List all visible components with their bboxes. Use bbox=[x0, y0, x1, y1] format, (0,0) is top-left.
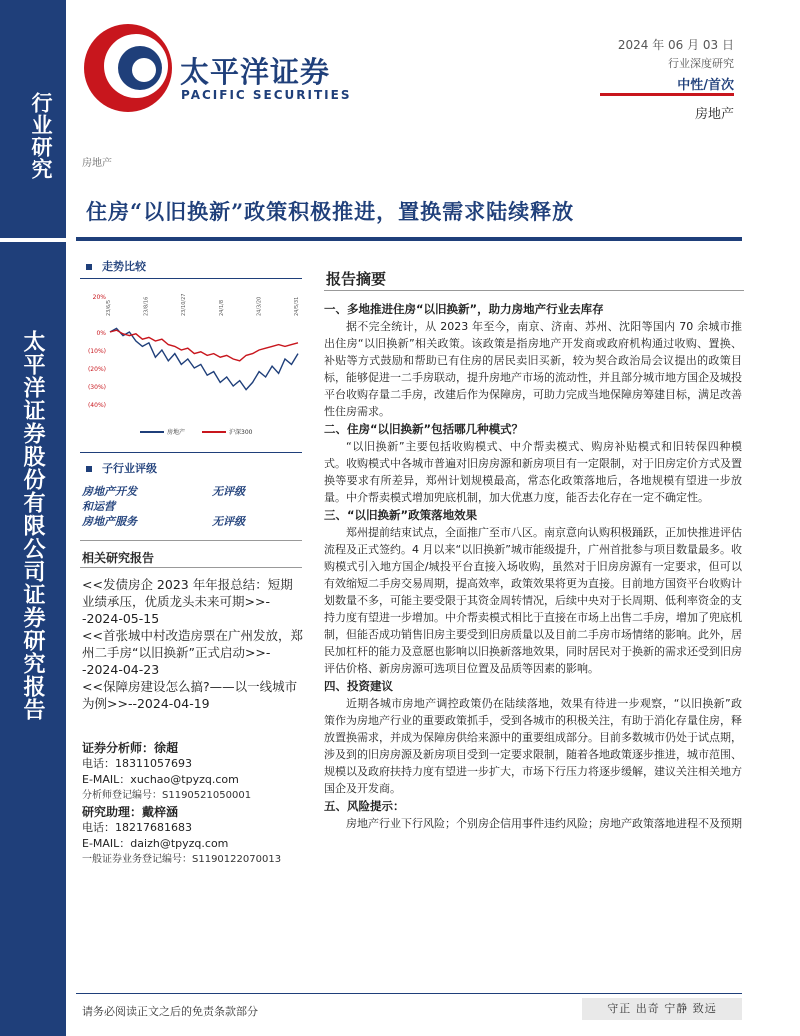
table-row: 房地产开发 无评级 bbox=[82, 485, 245, 498]
section-text: 郑州提前结束试点，全面推广至市八区。南京意向认购积极踊跃，正加快推进评估流程及正式签约。4 月以来“以旧换新”城市能级提升，广州首批参与项目数量最多。收购模式引入地方国企/城投平台直接入场收购，虽然对于旧房房源有一定要求，但可以有效缩短二手房交易周期，提高效率，政策效果将更为直接。目前地方国资平台收购计划数量不多，可能主要受限于其资金周转情况，后续中央对于长周期、低利率资金的支持力度有望进一步增加。中介帮卖模式相比于直接在市场上出售二手房，增加了兜底机制，但能否成功销售旧房主要受到旧房质量以及目前二手房市场情绪的影响。此外，居民加杠杆的能力及意愿也影响以旧换新落地效果，同时居民对于换新的需求还受到旧房评估价格、新房房源可选项目位置及品质等因素的影响。 bbox=[324, 526, 742, 675]
analyst-name: 证券分析师：徐超 bbox=[82, 741, 179, 755]
y-tick-label: (20%) bbox=[87, 366, 106, 373]
rating: 中性/首次 bbox=[677, 78, 734, 93]
legend-label: 沪深300 bbox=[229, 429, 253, 436]
sub-rating-heading: 子行业评级 bbox=[86, 460, 157, 476]
square-bullet-icon bbox=[86, 264, 92, 270]
analyst-cert: 分析师登记编号：S1190521050001 bbox=[82, 790, 252, 801]
trend-rule bbox=[80, 278, 302, 279]
section-heading: 三、“以旧换新”政策落地效果 bbox=[324, 508, 478, 522]
trend-section-heading: 走势比较 bbox=[86, 258, 146, 274]
y-tick-label: (40%) bbox=[87, 402, 106, 409]
related-reports-heading: 相关研究报告 bbox=[82, 551, 155, 565]
sub-rating-table bbox=[82, 484, 302, 529]
report-date: 2024 年 06 月 03 日 bbox=[617, 38, 734, 52]
series-line bbox=[110, 328, 298, 389]
y-tick-label: (10%) bbox=[87, 348, 106, 355]
section-text: “以旧换新”主要包括收购模式、中介帮卖模式、购房补贴模式和旧转保四种模式。收购模式中各城市普遍对旧房房源和新房项目有一定限制，对于旧房定价方式及置换等要求有所差异，郑州计划规模最高，常态化政策落地后，各地规模有望进一步放量。中介帮卖模式增加兜底机制，加大优惠力度，能否去化存在一定不确定性。 bbox=[324, 440, 742, 504]
list-item[interactable]: <<首张城中村改造房票在广州发放，郑州二手房“以旧换新”正式启动>>--2024-04-23 bbox=[82, 628, 303, 677]
x-tick-label: 24/1/8 bbox=[218, 299, 225, 316]
section-text: 据不完全统计，从 2023 年至今，南京、济南、苏州、沈阳等国内 70 余城市推出住房“以旧换新”相关政策。该政策是指房地产开发商或政府机构通过收购、置换、补贴等方式鼓励和帮助已有住房的居民卖旧买新，较为契合政治局会议提出的政策目标，能够促进一二手房联动，提升房地产市场的流动性，并且部分城市地方国企及城投平台收购存量二手房，改建后作为保障房，可助力完成当地保障房筹建目标，满足改善性住房需求。 bbox=[324, 320, 742, 418]
section-heading: 一、多地推进住房“以旧换新”，助力房地产行业去库存 bbox=[324, 302, 604, 316]
report-title: 住房“以旧换新”政策积极推进，置换需求陆续释放 bbox=[86, 199, 575, 224]
trend-chart bbox=[80, 286, 306, 446]
chart-bottom-rule bbox=[80, 452, 302, 453]
summary-body bbox=[324, 300, 742, 832]
company-logo-icon bbox=[80, 20, 176, 116]
footer-rule bbox=[76, 993, 742, 994]
summary-heading: 报告摘要 bbox=[326, 270, 387, 288]
analyst-phone: 电话：18311057693 bbox=[82, 757, 192, 770]
table-row: 房地产服务 无评级 bbox=[82, 515, 245, 528]
section-heading: 四、投资建议 bbox=[324, 679, 393, 693]
brand-name-en: PACIFIC SECURITIES bbox=[181, 88, 352, 102]
rating-underline bbox=[600, 93, 734, 96]
sidebar-org-name: 太平洋证券股份有限公司证券研究报告 bbox=[20, 330, 46, 721]
x-tick-label: 24/5/31 bbox=[294, 296, 300, 316]
list-item[interactable]: <<保障房建设怎么搞?——以一线城市为例>>--2024-04-19 bbox=[82, 679, 298, 711]
analyst-info bbox=[82, 740, 304, 868]
square-bullet-icon bbox=[86, 466, 92, 472]
y-tick-label: 0% bbox=[96, 330, 106, 337]
analyst-email[interactable]: E-MAIL：xuchao@tpyzq.com bbox=[82, 773, 239, 786]
series-line bbox=[110, 330, 298, 361]
x-tick-label: 23/6/5 bbox=[106, 299, 112, 316]
list-item[interactable]: <<发债房企 2023 年年报总结：短期业绩承压，优质龙头未来可期>>--2024-05-15 bbox=[82, 577, 293, 626]
related-reports-list bbox=[82, 576, 304, 712]
related-top-rule bbox=[80, 540, 302, 541]
sidebar-separator bbox=[0, 238, 66, 242]
title-rule bbox=[76, 237, 742, 241]
sidebar-category: 行业研究 bbox=[29, 92, 54, 180]
footer-disclaimer: 请务必阅读正文之后的免责条款部分 bbox=[82, 1005, 258, 1018]
table-row: 和运营 bbox=[82, 500, 115, 513]
x-tick-label: 24/3/20 bbox=[256, 296, 263, 316]
small-category: 房地产 bbox=[82, 158, 112, 169]
x-tick-label: 23/10/27 bbox=[181, 293, 188, 316]
y-tick-label: 20% bbox=[92, 294, 106, 301]
y-tick-label: (30%) bbox=[87, 384, 106, 391]
assistant-phone: 电话：18217681683 bbox=[82, 821, 192, 834]
brand-name-cn: 太平洋证券 bbox=[180, 55, 331, 89]
footer-motto: 守正 出奇 宁静 致远 bbox=[582, 998, 742, 1020]
section-text: 房地产行业下行风险；个别房企信用事件违约风险；房地产政策落地进程不及预期 bbox=[346, 817, 742, 830]
legend-label: 房地产 bbox=[167, 429, 186, 436]
related-rule bbox=[80, 567, 302, 568]
x-tick-label: 23/8/16 bbox=[143, 296, 150, 316]
assistant-email[interactable]: E-MAIL：daizh@tpyzq.com bbox=[82, 837, 229, 850]
section-text: 近期各城市房地产调控政策仍在陆续落地，效果有待进一步观察，“以旧换新”政策作为房地产行业的重要政策抓手，受到各城市的积极关注，有助于消化存量住房，释放置换需求，并成为保障房供给来源中的重要组成部分。目前多数城市仍处于试点期，涉及到的旧房房源及新房项目受到一定要求限制，随着各地政策逐步推进，城市范围、规模以及政府扶持力度有望进一步扩大，市场下行压力将逐步缓解，建议关注相关地方国企及开发商。 bbox=[324, 697, 742, 795]
industry-label: 房地产 bbox=[694, 107, 734, 122]
assistant-name: 研究助理：戴梓涵 bbox=[82, 805, 179, 819]
assistant-cert: 一般证券业务登记编号：S1190122070013 bbox=[82, 854, 282, 865]
report-type: 行业深度研究 bbox=[668, 57, 734, 70]
section-heading: 五、风险提示： bbox=[324, 799, 405, 813]
summary-rule bbox=[324, 290, 744, 291]
section-heading: 二、住房“以旧换新”包括哪几种模式？ bbox=[324, 422, 524, 436]
